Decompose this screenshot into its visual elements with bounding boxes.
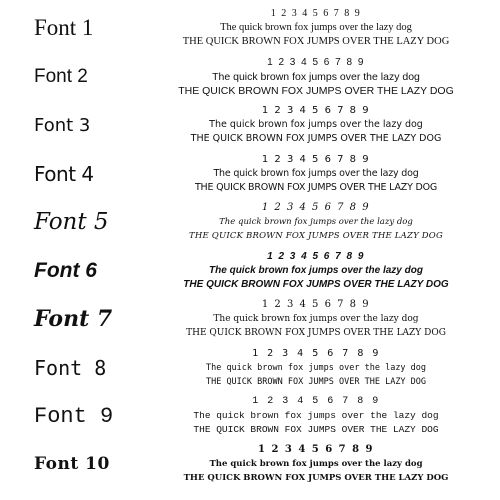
specimen-numbers: 1 2 3 4 5 6 7 8 9 (261, 105, 371, 116)
font-sample-4 (0, 150, 500, 198)
font-label: Font 6 (34, 259, 97, 282)
font-specimen (140, 4, 492, 52)
specimen-numbers: 1 2 3 4 5 6 7 8 9 (261, 202, 371, 213)
font-sample-5 (0, 198, 500, 246)
specimen-uppercase: THE QUICK BROWN FOX JUMPS OVER THE LAZY DOG (178, 85, 454, 97)
font-sample-1 (0, 4, 500, 52)
font-label: Font 2 (34, 66, 88, 87)
specimen-uppercase: THE QUICK BROWN FOX JUMPS OVER THE LAZY DOG (189, 231, 443, 241)
font-label: Font 1 (34, 15, 94, 40)
specimen-numbers: 1 2 3 4 5 6 7 8 9 (267, 57, 365, 68)
font-specimen (140, 295, 492, 343)
specimen-uppercase: THE QUICK BROWN FOX JUMPS OVER THE LAZY DOG (205, 377, 427, 387)
specimen-uppercase: THE QUICK BROWN FOX JUMPS OVER THE LAZY DOG (182, 36, 450, 47)
font-sample-10 (0, 440, 500, 488)
specimen-numbers: 1 2 3 4 5 6 7 8 9 (252, 396, 380, 407)
specimen-lowercase: The quick brown fox jumps over the lazy dog (220, 22, 412, 33)
specimen-lowercase: The quick brown fox jumps over the lazy dog (213, 314, 419, 324)
specimen-numbers: 1 2 3 4 5 6 7 8 9 (261, 154, 371, 165)
specimen-numbers: 1 2 3 4 5 6 7 8 9 (267, 251, 365, 262)
font-sample-7 (0, 295, 500, 343)
specimen-numbers: 1 2 3 4 5 6 7 8 9 (252, 348, 380, 359)
font-sample-8 (0, 344, 500, 392)
font-specimen (140, 247, 492, 295)
font-specimen (140, 150, 492, 198)
font-label: Font 10 (34, 454, 110, 474)
font-specimen (140, 198, 492, 246)
font-label: Font 9 (34, 403, 114, 429)
specimen-numbers: 1 2 3 4 5 6 7 8 9 (261, 299, 371, 310)
specimen-lowercase: The quick brown fox jumps over the lazy dog (213, 168, 419, 179)
specimen-numbers: 1 2 3 4 5 6 7 8 9 (258, 444, 374, 455)
specimen-lowercase: The quick brown fox jumps over the lazy dog (205, 363, 427, 373)
font-sample-3 (0, 101, 500, 149)
specimen-lowercase: The quick brown fox jumps over the lazy dog (219, 217, 413, 227)
specimen-lowercase: The quick brown fox jumps over the lazy dog (209, 265, 423, 276)
font-label: Font 7 (34, 306, 113, 332)
font-specimen (140, 344, 492, 392)
specimen-uppercase: THE QUICK BROWN FOX JUMPS OVER THE LAZY DOG (194, 182, 438, 193)
font-specimen (140, 440, 492, 488)
specimen-uppercase: THE QUICK BROWN FOX JUMPS OVER THE LAZY DOG (190, 133, 442, 144)
font-sample-9 (0, 392, 500, 440)
specimen-lowercase: The quick brown fox jumps over the lazy dog (212, 71, 420, 83)
font-label: Font 4 (34, 162, 94, 186)
specimen-numbers: 1 2 3 4 5 6 7 8 9 (270, 8, 362, 19)
specimen-uppercase: THE QUICK BROWN FOX JUMPS OVER THE LAZY DOG (183, 279, 449, 290)
specimen-lowercase: The quick brown fox jumps over the lazy dog (209, 119, 423, 130)
font-sample-2 (0, 53, 500, 101)
specimen-uppercase: THE QUICK BROWN FOX JUMPS OVER THE LAZY DOG (186, 328, 446, 338)
specimen-lowercase: The quick brown fox jumps over the lazy dog (209, 459, 423, 469)
specimen-uppercase: THE QUICK BROWN FOX JUMPS OVER THE LAZY DOG (193, 424, 439, 435)
font-specimen (140, 101, 492, 149)
font-label: Font 3 (34, 114, 91, 136)
font-sample-6 (0, 247, 500, 295)
font-label: Font 5 (34, 209, 109, 235)
font-specimen (140, 53, 492, 101)
font-label: Font 8 (34, 356, 107, 380)
font-specimen (140, 392, 492, 440)
specimen-lowercase: The quick brown fox jumps over the lazy dog (193, 410, 439, 421)
specimen-uppercase: THE QUICK BROWN FOX JUMPS OVER THE LAZY DOG (183, 473, 449, 483)
